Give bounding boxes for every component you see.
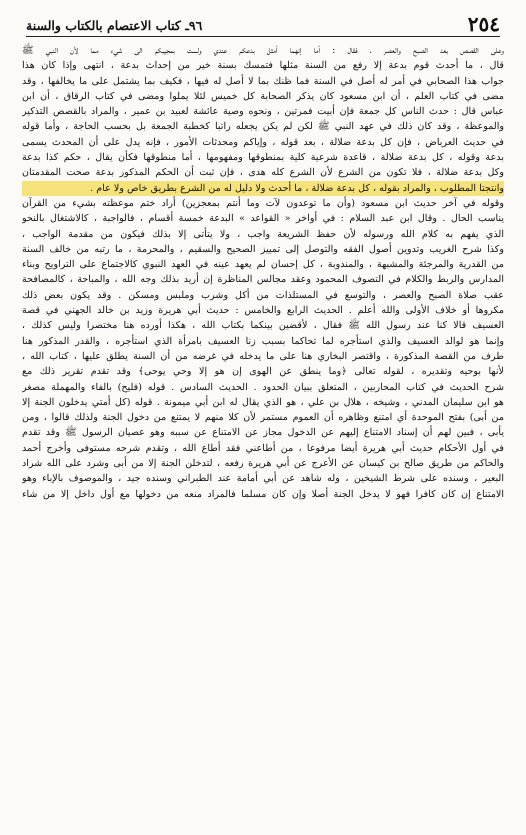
highlighted-text-line: وانتجتا المطلوب ، والمراد بقوله ، كل بدعة ضلالة ، ما أحدث ولا دليل له من الشرع بطريق خاص ولا عام . <box>22 181 504 196</box>
text-line: جواب هذا الصحابي في أمر له أصل في السنة فما ظنك بما لا أصل له فيها ، فكيف بما يشتمل على ما يخالفها ، وقد <box>22 75 504 87</box>
running-title: ٩٦ـ كتاب الاعتصام بالكتاب والسنة <box>26 18 203 33</box>
text-line: وإنما هو لوالد العسيف والذي استأجره لما تحاكما بسبب زنا العسيف بامرأة الذي استأجره ، والقدر المذكور هنا <box>22 335 504 347</box>
text-line: والحاكم من طريق صالح بن كيسان عن الأعرج عن أبي هريرة رفعه ، لتدخلن الجنة إلا من أبى وشرد على الله شراد <box>22 458 504 470</box>
page-number: ٢٥٤ <box>467 12 500 36</box>
text-line: لأنها بوحيه وتقديره ، لقوله تعالى ﴿وما ينطق عن الهوى إن هو إلا وحي يوحى﴾ وقد تقدم تقرير ذلك مع <box>22 366 504 378</box>
text-line: عباس قال : حدث الناس كل جمعة فإن أبيت فمرتين ، ونحوه وصية عائشة لعبيد بن عمير ، والمراد بالقصص التذكير <box>22 106 504 118</box>
text-line: شرح الحديث في كتاب المحاربين ، المتعلق ببيان الحدود . الحديث السادس . قوله (فليح) بالفاء والمهملة مصغر <box>22 381 504 393</box>
text-line: في أول الأحكام حديث أبي هريرة أيضا مرفوعا ، من أطاعني فقد أطاع الله ، وتقدم شرحه مستوفى وأخرج أحمد <box>22 442 504 454</box>
text-line: الامتناع إن كان كافرا فهو لا يدخل الجنة أصلا وإن كان مسلما فالمراد منعه من دخولها مع أول داخل إلا من شاء <box>22 488 504 500</box>
text-line: الذي يفهم به كلام الله ورسوله لأن حفظ الشريعة واجب ، ولا يتأتى إلا بذلك فيكون من مقدمة الواجب ، <box>22 228 504 240</box>
text-line: يأبى ، فبين لهم أن إسناد الامتناع إليهم عن الدخول مجاز عن الامتناع عن سببه وهو عصيان الرسول ﷺ وقد تقدم <box>22 427 504 439</box>
text-line: وقوله في آخر حديث ابن مسعود (وأن ما توعدون لآت وما أنتم بمعجزين) أراد ختم موعظته بشيء من القرآن <box>22 197 504 209</box>
text-line: يناسب الحال . وقال ابن عبد السلام : في أواخر « القواعد » البدعة خمسة أقسام ، فالواجبة ، كالاشتغال بالنحو <box>22 213 504 225</box>
text-line: قال ، ما أحدث قوم بدعة إلا رفع من السنة مثلها فتمسك بسنة خير من إحداث بدعة ، انتهى وإذا كان هذا <box>22 60 504 72</box>
text-line: وكذا شرح الغريب وتدوين أصول الفقه والتوصل إلى تمييز الصحيح والسقيم ، والمحرمة ، ما رتبه من خالف السنة <box>22 243 504 255</box>
text-line: من القدرية والمرجئة والمشبهة ، والمندوبة ، كل إحسان لم يعهد عينه في العهد النبوي كالاجتماع على التراويح وبناء <box>22 259 504 271</box>
text-line: العسيف قالا كنا عند رسول الله ﷺ فقال ، لأقضين بينكما بكتاب الله ، هكذا أورده هنا مختصرا وليس كذلك ، <box>22 320 504 332</box>
text-line: وكل بدعة ضلالة ، فلا تكون من الشرع لأن الشرع كله هدى ، فإن ثبت أن الحكم المذكور بدعة صحت المقدمتان <box>22 167 504 179</box>
text-line: والموعظة ، وقد كان ذلك في عهد النبي ﷺ لكن لم يكن يجعله راتبا كخطبة الجمعة بل بحسب الحاجة ، وأما قوله <box>22 121 504 133</box>
text-line: عقب صلاة الصبح والعصر ، والتوسع في المستلذات من أكل وشرب وملبس ومسكن . وقد يكون بعض ذلك <box>22 289 504 301</box>
page-header <box>26 14 500 37</box>
text-line: في حديث العرباض ، فإن كل بدعة ضلالة ، بعد قوله ، وإياكم ومحدثات الأمور ، فإنه يدل على أن المحدث يسمى <box>22 136 504 148</box>
text-line: مكروها أو خلاف الأولى والله أعلم . الحديث الرابع والخامس : حديث أبي هريرة وزيد بن خالد الجهني في قصة <box>22 305 504 317</box>
text-line: وعلى القصص بعد الصبح والعصر ، فقال : أما إنهما أمثل بدعكم عندي ولست بمجيبكم الى شيء مما لأن النبي ﷺ <box>22 45 504 56</box>
text-line: من أبى) بفتح الموحدة أي امتنع وظاهره أن العموم مستمر لأن كلا منهم لا يمتنع من دخول الجنة ولذلك قالوا ، ومن <box>22 412 504 424</box>
text-line: البعير ، وسنده على شرط الشيخين ، وله شاهد عن أبي أمامة عند الطبراني وسنده جيد ، والموصوف بالإباء وهو <box>22 473 504 485</box>
text-line: المدارس والربط والكلام في التصوف المحمود وعقد مجالس المناظرة إن أريد بذلك وجه الله ، والمباحة ، كالمصافحة <box>22 274 504 286</box>
body-text <box>22 43 504 502</box>
text-line: بدعة وقوله ، كل بدعة ضلالة ، قاعدة شرعية كلية بمنطوقها ومفهومها ، أما منطوقها فكأن يقال ، حكم كذا بدعة <box>22 152 504 164</box>
text-line: هو ابن سليمان المدني ، وشيخه ، هلال بن علي ، هو الذي يقال له ابن أبي ميمونة . قوله (كل أمتي يدخلون الجنة إلا <box>22 396 504 408</box>
text-line: طرف من القصة المذكورة ، واقتصر البخاري هنا على ما يدخله في غرضه من أن السنة يطلق عليها ، كتاب الله ، <box>22 350 504 362</box>
text-line: مضى في كتاب العلم ، أن ابن مسعود كان يذكر الصحابة كل خميس لئلا يملوا ومضى في كتاب الرقاق ، أن ابن <box>22 90 504 102</box>
